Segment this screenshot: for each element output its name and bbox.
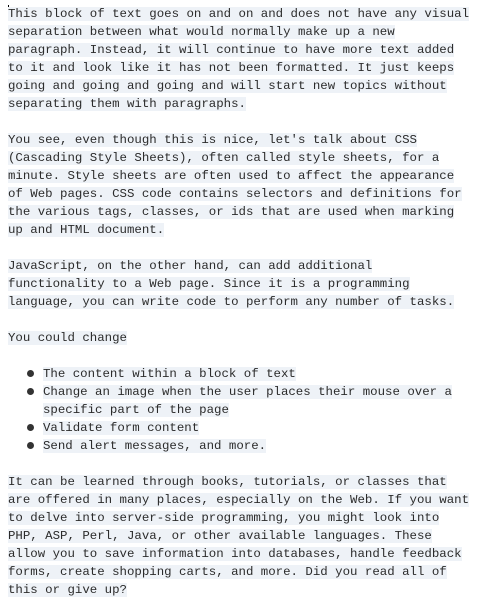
list-item-text: The content within a block of text	[43, 367, 296, 381]
list-item	[43, 365, 475, 383]
paragraph-text: JavaScript, on the other hand, can add additional functionality to a Web page. Since it is a programming language, you can write code to perform any number of tasks.	[8, 259, 455, 309]
list-item-text: Validate form content	[43, 421, 200, 435]
list-item	[43, 419, 475, 437]
list-item	[43, 383, 475, 419]
paragraph-text: This block of text goes on and on and does not have any visual separation between what would normally make up a new paragraph. Instead, it will continue to have more text added to it and look like it has not been formatted. It just keeps going and going and going and will start new topics without separating them with paragraphs.	[8, 7, 470, 111]
list-item	[43, 437, 475, 455]
paragraph-text: You see, even though this is nice, let's talk about CSS (Cascading Style Sheets), often called style sheets, for a minute. Style sheets are often used to affect the appearance of Web pages. CSS code contains selectors and definitions for the various tags, classes, or ids that are used when marking up and HTML document.	[8, 133, 462, 237]
list-item-text: Send alert messages, and more.	[43, 439, 267, 453]
paragraph-text: It can be learned through books, tutorials, or classes that are offered in many places, especially on the Web. If you want to delve into server-side programming, you might look into PHP, ASP, Perl, Java, or other available languages. These allow you to save information into databases, handle feedback forms, create shopping carts, and more. Did you read all of this or give up?	[8, 475, 470, 597]
paragraph-css	[8, 131, 475, 239]
paragraph-javascript	[8, 257, 475, 311]
list-item-text: Change an image when the user places their mouse over a specific part of the page	[43, 385, 452, 417]
paragraph-you-could-change	[8, 329, 475, 347]
bullet-list	[8, 365, 475, 455]
paragraph-text: You could change	[8, 331, 127, 345]
paragraph-closing	[8, 473, 475, 599]
paragraph-intro	[8, 5, 475, 113]
